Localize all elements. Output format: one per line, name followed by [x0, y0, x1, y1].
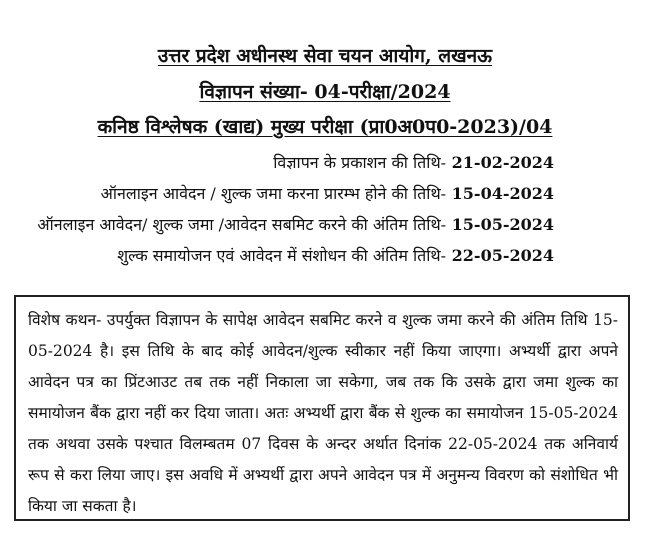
date-value: 15-04-2024	[451, 184, 554, 203]
advertisement-number: विज्ञापन संख्या- 04-परीक्षा/2024	[199, 81, 451, 103]
date-value: 21-02-2024	[451, 153, 554, 172]
organization-heading	[0, 44, 650, 68]
date-label: शुल्क समायोजन एवं आवेदन में संशोधन की अंतिम तिथि-	[117, 246, 447, 265]
special-notice-text: विशेष कथन- उपर्युक्त विज्ञापन के सापेक्ष आवेदन सबमिट करने व शुल्क जमा करने की अंतिम तिथि 15-05-2024 है। इस तिथि के बाद कोई आवेदन/शुल्क स्वीकार नहीं किया जाएगा। अभ्यर्थी द्वारा अपने आवेदन पत्र का प्रिंटआउट तब तक नहीं निकाला जा सकेगा, जब तक कि उसके द्वारा जमा शुल्क का समायोजन बैंक द्वारा नहीं कर दिया जाता। अतः अभ्यर्थी द्वारा बैंक से शुल्क का समायोजन 15-05-2024 तक अथवा उसके पश्चात विलम्बतम 07 दिवस के अन्दर अर्थात दिनांक 22-05-2024 तक अनिवार्य रूप से करा लिया जाए। इस अवधि में अभ्यर्थी द्वारा अपने आवेदन पत्र में अनुमन्य विवरण को संशोधित भी किया जा सकता है।	[28, 311, 618, 515]
exam-title: कनिष्ठ विश्लेषक (खाद्य) मुख्य परीक्षा (प्रा0अ0प0-2023)/04	[97, 116, 553, 138]
special-notice-box	[14, 295, 630, 521]
date-row-submission-deadline	[37, 214, 554, 236]
date-value: 15-05-2024	[451, 215, 554, 234]
date-row-publication	[273, 152, 554, 174]
date-label: ऑनलाइन आवेदन / शुल्क जमा करना प्रारम्भ होने की तिथि-	[100, 184, 447, 203]
organization-name: उत्तर प्रदेश अधीनस्थ सेवा चयन आयोग, लखनऊ	[157, 45, 493, 67]
date-row-application-start	[101, 183, 554, 205]
advertisement-heading	[0, 80, 650, 104]
date-label: ऑनलाइन आवेदन/ शुल्क जमा /आवेदन सबमिट करने की अंतिम तिथि-	[37, 215, 447, 234]
date-row-fee-adjustment-deadline	[117, 245, 554, 267]
date-label: विज्ञापन के प्रकाशन की तिथि-	[273, 153, 447, 172]
exam-heading	[0, 115, 650, 139]
date-value: 22-05-2024	[451, 246, 554, 265]
